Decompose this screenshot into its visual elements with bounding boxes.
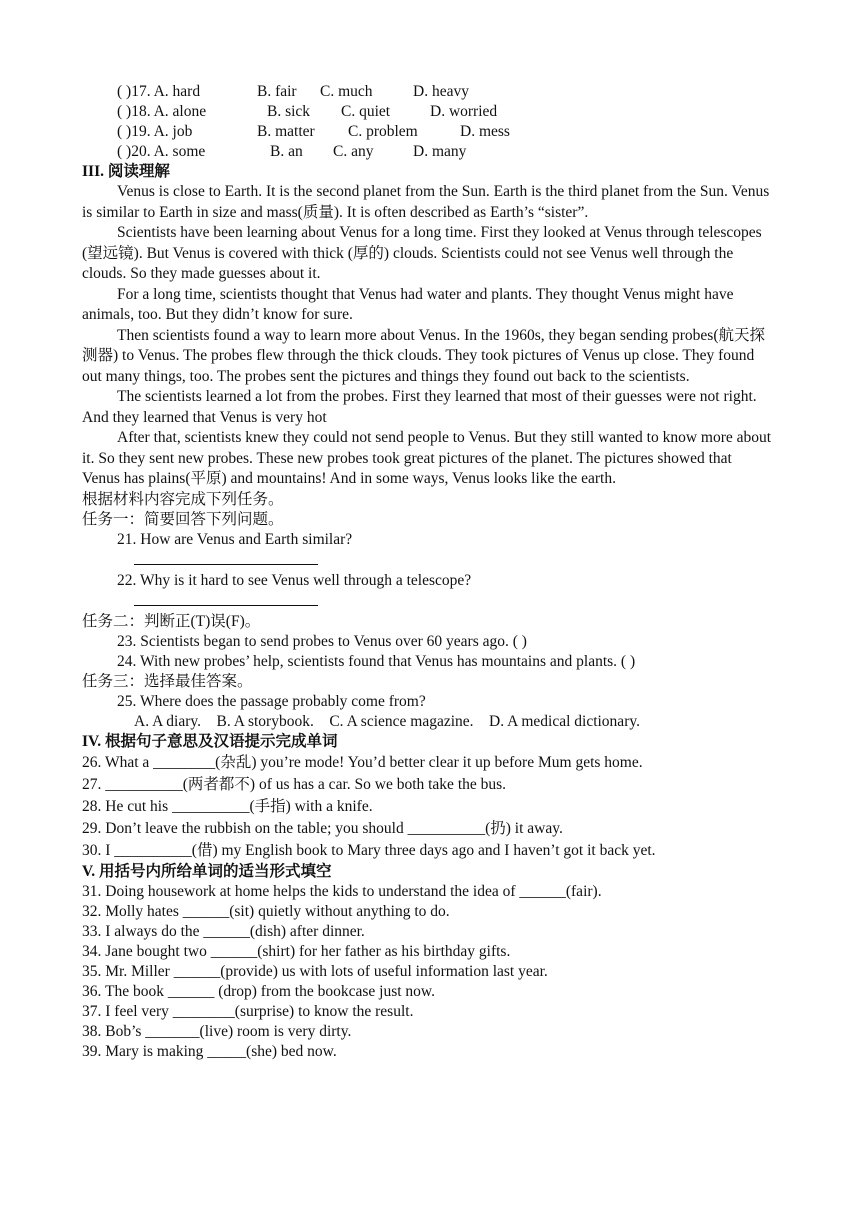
mcq-option-d: D. worried xyxy=(430,103,498,120)
passage-paragraph-5: The scientists learned a lot from the probes. First they learned that most of their guesses were not right. And they learned that Venus is very hot xyxy=(82,388,757,426)
mcq-option-d: D. many xyxy=(413,143,467,160)
passage-paragraph-4: Then scientists found a way to learn more about Venus. In the 1960s, they began sending probes(航天探测器) to Venus. The probes flew through the thick clouds. They took pictures of Venus up close. They found out many things, too. The probes sent the pictures and things they found out back to the scientists. xyxy=(82,326,765,385)
question-22: 22. Why is it hard to see Venus well through a telescope? xyxy=(117,571,472,589)
passage-paragraph-6: After that, scientists knew they could not send people to Venus. But they still wanted to know more about it. So they sent new probes. These new probes took great pictures of the planet. The pictures showed that Venus has plains(平原) and mountains! And in some ways, Venus looks like the earth. xyxy=(82,429,772,487)
mcq-stem: ( )20. A. some xyxy=(117,143,206,160)
section-4-items xyxy=(82,752,772,862)
answer-line[interactable] xyxy=(134,591,318,606)
mcq-option-c: C. much xyxy=(320,83,373,100)
question-39: 39. Mary is making _____(she) bed now. xyxy=(82,1042,337,1060)
section-3-title: III. 阅读理解 xyxy=(82,163,170,180)
task-1-title: 任务一：简要回答下列问题。 xyxy=(82,510,284,528)
mcq-option-b: B. matter xyxy=(257,123,315,140)
question-33: 33. I always do the ______(dish) after dinner. xyxy=(82,922,365,940)
answer-blank-21[interactable] xyxy=(82,550,772,571)
question-35: 35. Mr. Miller ______(provide) us with lots of useful information last year. xyxy=(82,962,548,980)
mcq-option-c: C. problem xyxy=(348,123,418,140)
question-24: 24. With new probes’ help, scientists found that Venus has mountains and plants. ( ) xyxy=(117,652,636,670)
reading-instruction: 根据材料内容完成下列任务。 xyxy=(82,490,284,508)
question-28: 28. He cut his __________(手指) with a knife. xyxy=(82,797,373,815)
section-5-items xyxy=(82,882,772,1062)
task-3-title: 任务三：选择最佳答案。 xyxy=(82,672,253,690)
passage-paragraph-3: For a long time, scientists thought that Venus had water and plants. They thought Venus might have animals, too. But they didn’t know for sure. xyxy=(82,285,734,323)
section-5-title: V. 用括号内所给单词的适当形式填空 xyxy=(82,862,332,880)
mcq-block xyxy=(82,82,772,162)
mcq-option-d: D. heavy xyxy=(413,83,469,100)
mcq-row-19 xyxy=(82,122,772,142)
mcq-option-c: C. any xyxy=(333,143,374,160)
question-25-options: A. A diary. B. A storybook. C. A science magazine. D. A medical dictionary. xyxy=(134,712,640,730)
question-37: 37. I feel very ________(surprise) to know the result. xyxy=(82,1002,414,1020)
reading-passage xyxy=(82,182,772,490)
mcq-stem: ( )18. A. alone xyxy=(117,103,207,120)
mcq-row-20 xyxy=(82,142,772,162)
mcq-option-b: B. fair xyxy=(257,83,297,100)
passage-paragraph-2: Scientists have been learning about Venus for a long time. First they looked at Venus through telescopes (望远镜). But Venus is covered with thick (厚的) clouds. Scientists could not see Venus well through the clouds. So they made guesses about it. xyxy=(82,224,762,282)
mcq-option-c: C. quiet xyxy=(341,103,391,120)
mcq-option-d: D. mess xyxy=(460,123,510,140)
question-34: 34. Jane bought two ______(shirt) for her father as his birthday gifts. xyxy=(82,942,511,960)
mcq-row-18 xyxy=(82,102,772,122)
question-27: 27. __________(两者都不) of us has a car. So we both take the bus. xyxy=(82,775,507,793)
answer-line[interactable] xyxy=(134,550,318,565)
mcq-option-b: B. an xyxy=(270,143,303,160)
worksheet-page xyxy=(82,82,772,1062)
question-26: 26. What a ________(杂乱) you’re mode! You’d better clear it up before Mum gets home. xyxy=(82,753,643,771)
answer-blank-22[interactable] xyxy=(82,591,772,612)
mcq-stem: ( )17. A. hard xyxy=(117,83,201,100)
task-2-title: 任务二：判断正(T)误(F)。 xyxy=(82,612,261,630)
question-29: 29. Don’t leave the rubbish on the table; you should __________(扔) it away. xyxy=(82,819,563,837)
mcq-option-b: B. sick xyxy=(267,103,311,120)
question-38: 38. Bob’s _______(live) room is very dirty. xyxy=(82,1022,352,1040)
mcq-row-17 xyxy=(82,82,772,102)
question-30: 30. I __________(借) my English book to Mary three days ago and I haven’t got it back yet. xyxy=(82,841,656,859)
passage-paragraph-1: Venus is close to Earth. It is the second planet from the Sun. Earth is the third planet from the Sun. Venus is similar to Earth in size and mass(质量). It is often described as Earth’s “sister”. xyxy=(82,183,770,221)
question-25: 25. Where does the passage probably come from? xyxy=(117,692,426,710)
question-36: 36. The book ______ (drop) from the bookcase just now. xyxy=(82,982,435,1000)
section-4-title: IV. 根据句子意思及汉语提示完成单词 xyxy=(82,732,338,750)
question-23: 23. Scientists began to send probes to Venus over 60 years ago. ( ) xyxy=(117,632,527,650)
mcq-stem: ( )19. A. job xyxy=(117,123,193,140)
question-31: 31. Doing housework at home helps the kids to understand the idea of ______(fair). xyxy=(82,882,602,900)
question-21: 21. How are Venus and Earth similar? xyxy=(117,530,353,548)
question-32: 32. Molly hates ______(sit) quietly without anything to do. xyxy=(82,902,450,920)
